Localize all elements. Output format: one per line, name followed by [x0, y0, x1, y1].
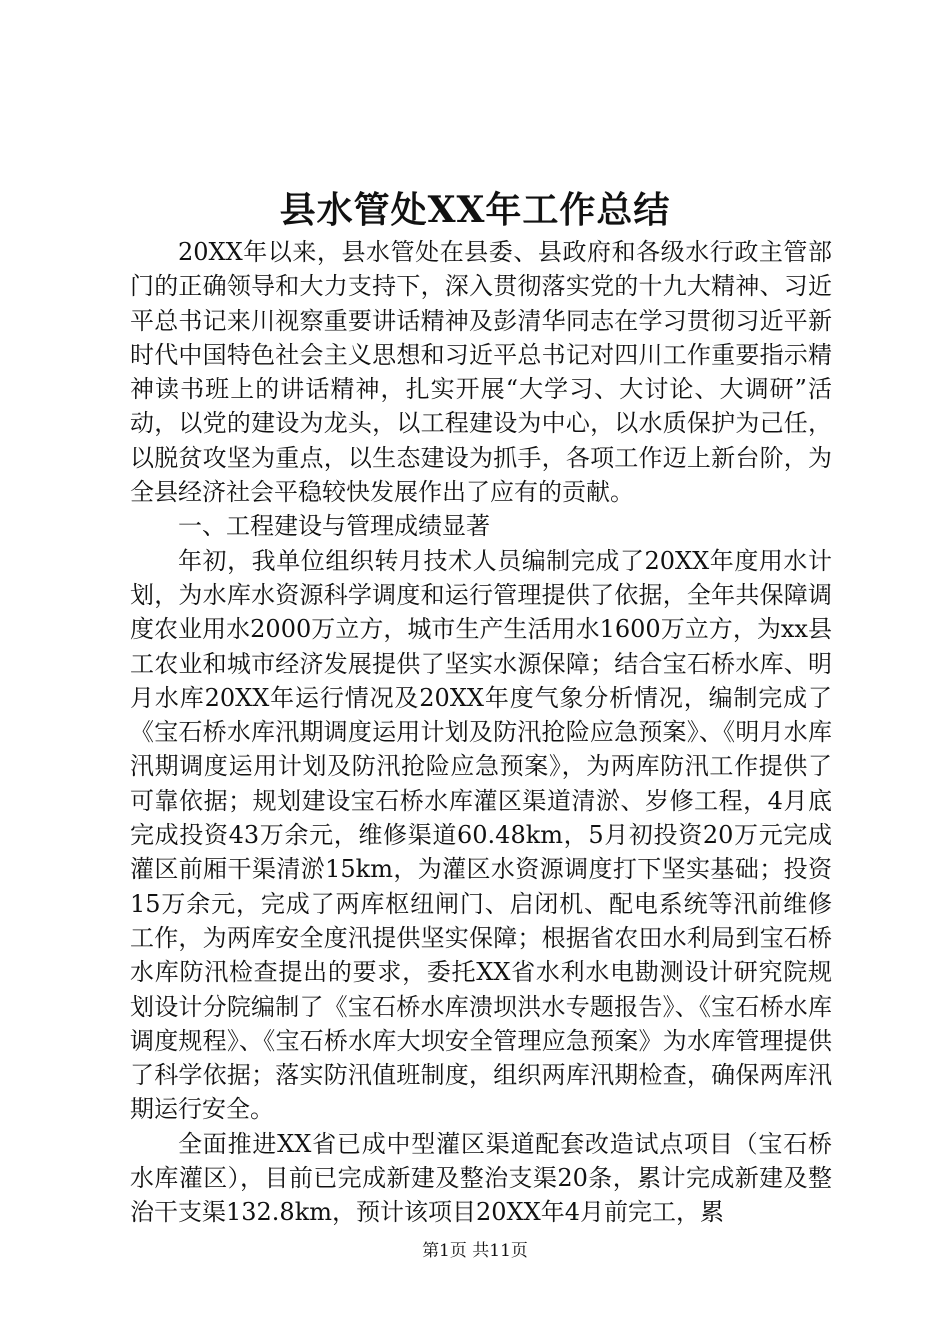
page-number: 第1页 共11页: [422, 1241, 528, 1261]
body-paragraph: 全面推进XX省已成中型灌区渠道配套改造试点项目（宝石桥水库灌区），目前已完成新建及整治支渠20条，累计完成新建及整治干支渠132.8km，预计该项目20XX年4月前完工，累: [130, 1129, 832, 1227]
document-body: [130, 235, 832, 1230]
section-heading: 一、工程建设与管理成绩显著: [178, 512, 490, 541]
document-title: 县水管处XX年工作总结: [279, 189, 671, 231]
body-paragraph: 年初，我单位组织转月技术人员编制完成了20XX年度用水计划，为水库水资源科学调度和运行管理提供了依据，全年共保障调度农业用水2000万立方，城市生产生活用水1600万立方，为xx县工农业和城市经济发展提供了坚实水源保障；结合宝石桥水库、明月水库20XX年运行情况及20XX年度气象分析情况，编制完成了《宝石桥水库汛期调度运用计划及防汛抢险应急预案》、《明月水库汛期调度运用计划及防汛抢险应急预案》，为两库防汛工作提供了可靠依据；规划建设宝石桥水库灌区渠道清淤、岁修工程，4月底完成投资43万余元，维修渠道60.48km，5月初投资20万元完成灌区前厢干渠清淤15km，为灌区水资源调度打下坚实基础；投资15万余元，完成了两库枢纽闸门、启闭机、配电系统等汛前维修工作，为两库安全度汛提供坚实保障；根据省农田水利局到宝石桥水库防汛检查提出的要求，委托XX省水利水电勘测设计研究院规划设计分院编制了《宝石桥水库溃坝洪水专题报告》、《宝石桥水库调度规程》、《宝石桥水库大坝安全管理应急预案》为水库管理提供了科学依据；落实防汛值班制度，组织两库汛期检查，确保两库汛期运行安全。: [130, 546, 832, 1124]
intro-paragraph: 20XX年以来，县水管处在县委、县政府和各级水行政主管部门的正确领导和大力支持下，深入贯彻落实党的十九大精神、习近平总书记来川视察重要讲话精神及彭清华同志在学习贯彻习近平新时代中国特色社会主义思想和习近平总书记对四川工作重要指示精神读书班上的讲话精神，扎实开展“大学习、大讨论、大调研”活动，以党的建设为龙头，以工程建设为中心，以水质保护为己任，以脱贫攻坚为重点，以生态建设为抓手，各项工作迈上新台阶，为全县经济社会平稳较快发展作出了应有的贡献。: [130, 238, 832, 507]
